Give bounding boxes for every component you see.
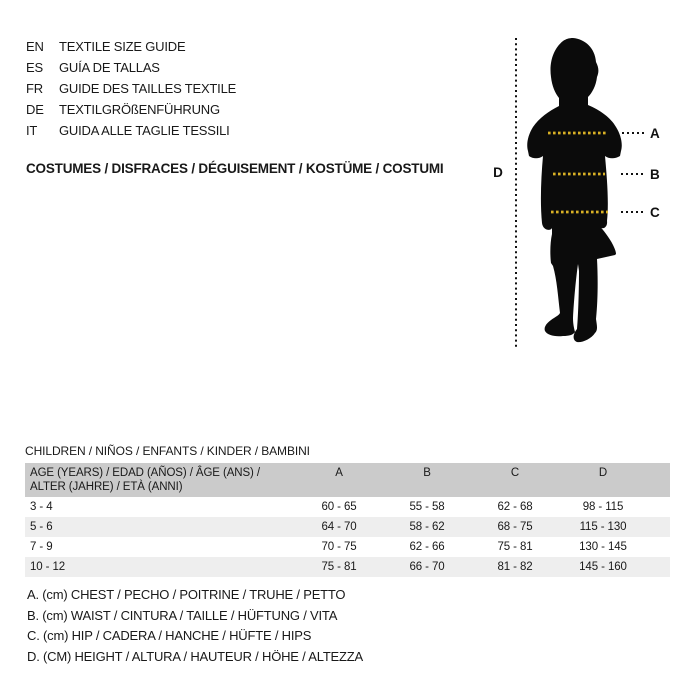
section-title-children: CHILDREN / NIÑOS / ENFANTS / KINDER / BAMBINI (25, 444, 310, 458)
lang-label: GUÍA DE TALLAS (59, 60, 160, 75)
age-cell: 3 - 4 (30, 501, 53, 513)
lang-code: ES (26, 60, 43, 75)
column-header-b: B (423, 467, 431, 479)
chest-cell: 64 - 70 (321, 521, 357, 533)
lang-code: EN (26, 39, 44, 54)
legend-line-waist: B. (cm) WAIST / CINTURA / TAILLE / HÜFTUNG / VITA (27, 607, 338, 623)
legend-line-chest: A. (cm) CHEST / PECHO / POITRINE / TRUHE / PETTO (27, 587, 346, 602)
column-header-d: D (598, 467, 608, 479)
diagram-label-d: D (493, 165, 503, 180)
height-cell: 145 - 160 (579, 561, 627, 573)
height-cell: 98 - 115 (582, 501, 624, 513)
hip-cell: 81 - 82 (497, 561, 533, 573)
table-row (25, 537, 670, 557)
column-header-a: A (335, 467, 343, 479)
table-header-row (25, 463, 670, 497)
lang-label: GUIDA ALLE TAGLIE TESSILI (59, 123, 230, 138)
age-header-line1: AGE (YEARS) / EDAD (AÑOS) / ÂGE (ANS) / (30, 467, 260, 479)
diagram-label-b: B (650, 167, 660, 182)
language-list (26, 36, 236, 141)
legend-line-hip: C. (cm) HIP / CADERA / HANCHE / HÜFTE / HIPS (27, 628, 312, 643)
age-cell: 5 - 6 (30, 521, 53, 533)
age-header-line2: ALTER (JAHRE) / ETÀ (ANNI) (30, 481, 183, 493)
height-cell: 115 - 130 (579, 521, 627, 533)
size-table (25, 463, 670, 577)
lang-label: TEXTILGRÖßENFÜHRUNG (59, 102, 220, 117)
column-header-c: C (510, 467, 520, 479)
lang-row-fr (26, 78, 236, 99)
lang-row-it (26, 120, 236, 141)
waist-cell: 62 - 66 (409, 541, 445, 553)
age-column-header (25, 463, 295, 497)
lang-row-en (26, 36, 236, 57)
measurement-legend (27, 585, 363, 667)
waist-cell: 55 - 58 (409, 501, 445, 513)
waist-cell: 58 - 62 (409, 521, 445, 533)
lang-row-de (26, 99, 236, 120)
height-cell: 130 - 145 (579, 541, 627, 553)
age-cell: 10 - 12 (30, 561, 66, 573)
legend-line-height: D. (CM) HEIGHT / ALTURA / HAUTEUR / HÖHE / ALTEZZA (27, 648, 363, 664)
category-title: COSTUMES / DISFRACES / DÉGUISEMENT / KOSTÜME / COSTUMI (26, 161, 444, 176)
lang-code: FR (26, 81, 43, 96)
waist-cell: 66 - 70 (409, 561, 445, 573)
lang-label: TEXTILE SIZE GUIDE (59, 39, 186, 54)
hip-cell: 68 - 75 (497, 521, 533, 533)
lang-label: GUIDE DES TAILLES TEXTILE (59, 81, 237, 96)
hip-cell: 75 - 81 (497, 541, 533, 553)
table-row (25, 517, 670, 537)
lang-row-es (26, 57, 236, 78)
chest-cell: 60 - 65 (321, 501, 357, 513)
chest-cell: 70 - 75 (321, 541, 357, 553)
hip-cell: 62 - 68 (497, 501, 533, 513)
lang-code: IT (26, 123, 38, 138)
diagram-label-c: C (650, 205, 660, 220)
child-silhouette (527, 38, 622, 342)
table-row (25, 497, 670, 517)
lang-code: DE (26, 102, 44, 117)
chest-cell: 75 - 81 (321, 561, 357, 573)
age-cell: 7 - 9 (30, 541, 53, 553)
size-diagram (485, 25, 685, 355)
diagram-label-a: A (650, 126, 660, 141)
table-row (25, 557, 670, 577)
